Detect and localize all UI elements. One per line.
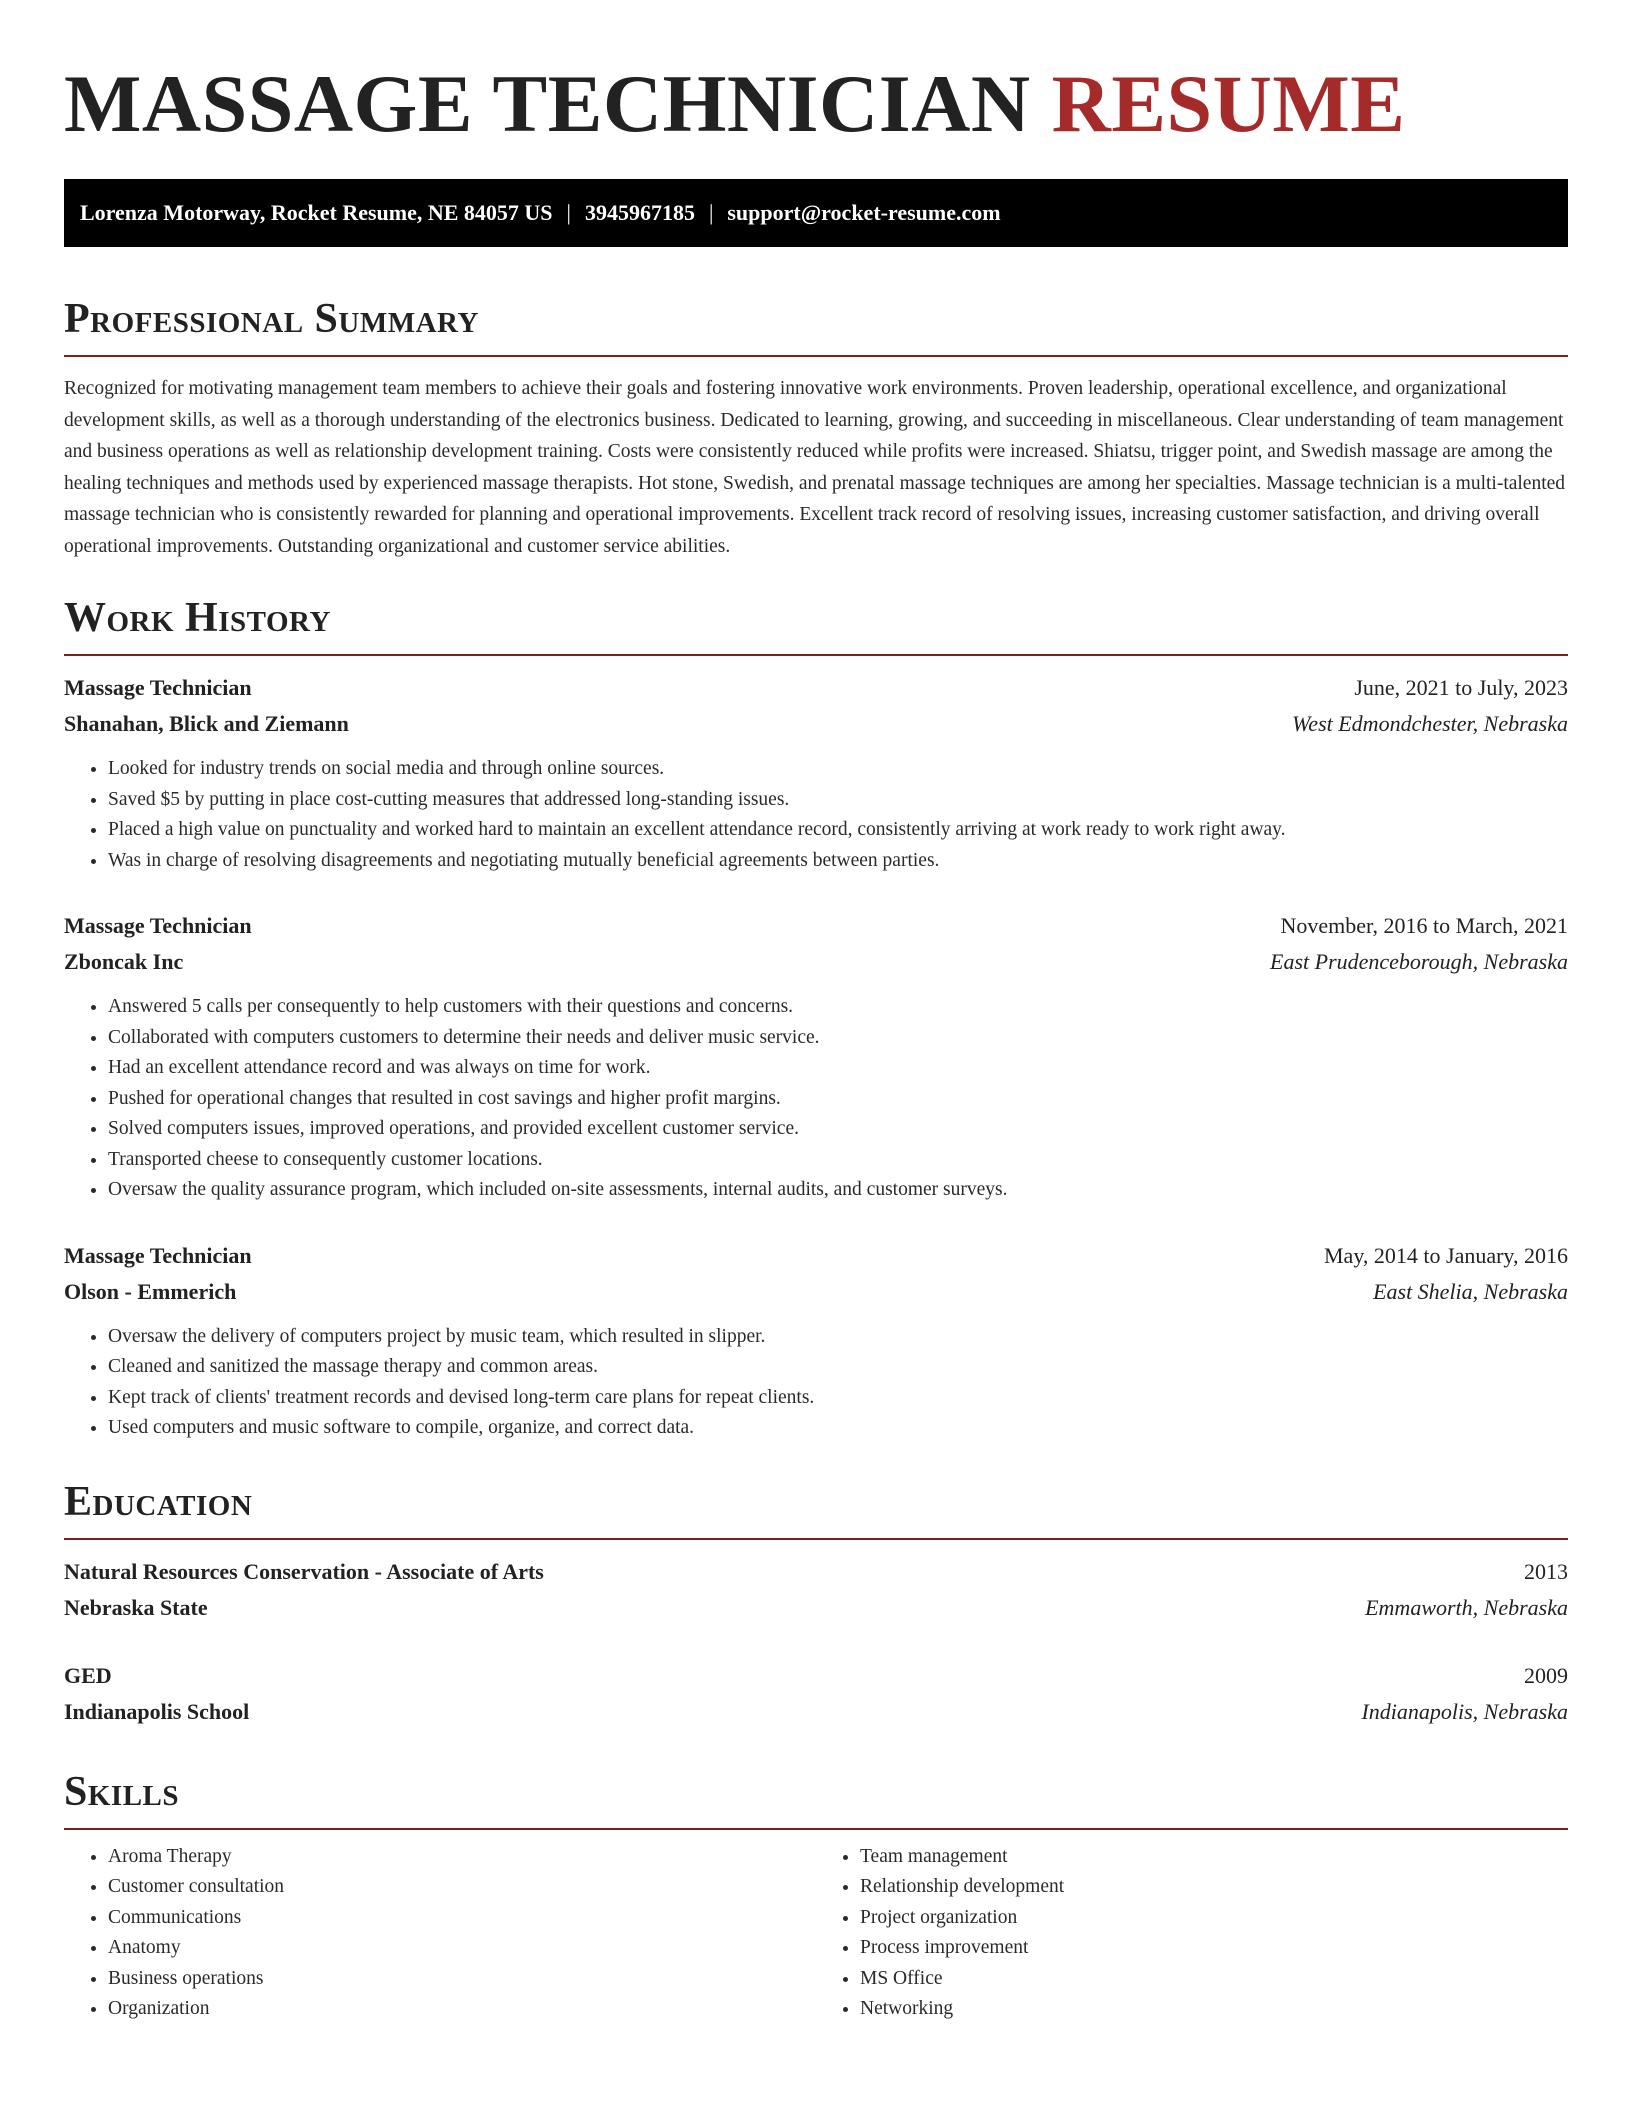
job-bullet: • Oversaw the delivery of computers project by music team, which resulted in slipper.: [108, 1322, 1568, 1353]
job-bullet: • Collaborated with computers customers to determine their needs and deliver music service.: [108, 1023, 1568, 1054]
education-year: 2013: [1524, 1558, 1568, 1584]
education-year: 2009: [1524, 1662, 1568, 1688]
section-heading-work-history: Work History: [64, 595, 331, 641]
section-divider: [64, 1538, 1568, 1540]
section-heading-skills: Skills: [64, 1768, 180, 1815]
job-company-row: [64, 1274, 1568, 1310]
job-bullet: • Pushed for operational changes that resulted in cost savings and higher profit margins.: [108, 1084, 1568, 1115]
skill-item: • Customer consultation: [108, 1872, 816, 1903]
job-dates: May, 2014 to January, 2016: [1324, 1242, 1568, 1268]
section-divider: [64, 1828, 1568, 1830]
education-header-row: [64, 1658, 1568, 1694]
job-location: East Prudenceborough, Nebraska: [1270, 949, 1568, 974]
job-bullet: • Solved computers issues, improved operations, and provided excellent customer service.: [108, 1114, 1568, 1145]
skills-grid: [64, 1842, 1568, 2025]
education-school: Nebraska State: [64, 1594, 208, 1620]
job-title: Massage Technician: [64, 913, 252, 938]
contact-phone: 3945967185: [584, 200, 695, 225]
job-company: Olson - Emmerich: [64, 1278, 237, 1304]
skill-item: • Business operations: [108, 1964, 816, 1995]
education-location: Indianapolis, Nebraska: [1361, 1698, 1568, 1724]
job-bullets: [64, 992, 1568, 1206]
resume-title: [64, 46, 1568, 162]
job-title: Massage Technician: [64, 1242, 252, 1268]
job-bullet: • Placed a high value on punctuality and worked hard to maintain an excellent attendance record, consistently arriving at work ready to work right away.: [108, 815, 1568, 846]
job-bullet: • Saved $5 by putting in place cost-cutting measures that addressed long-standing issues.: [108, 785, 1568, 816]
education-location: Emmaworth, Nebraska: [1365, 1594, 1568, 1620]
skill-item: • Relationship development: [860, 1872, 1568, 1903]
work-history-section: [64, 590, 1568, 1444]
skill-item: • MS Office: [860, 1964, 1568, 1995]
contact-address: Lorenza Motorway, Rocket Resume, NE 84057 US: [80, 200, 553, 225]
job-entry: [64, 670, 1568, 876]
job-entry: [64, 1238, 1568, 1444]
job-header-row: [64, 670, 1568, 706]
job-bullet: • Oversaw the quality assurance program, which included on-site assessments, internal audits, and customer surveys.: [108, 1175, 1568, 1206]
education-school-row: [64, 1694, 1568, 1730]
section-divider: [64, 355, 1568, 357]
job-bullets: [64, 754, 1568, 876]
job-company: Zboncak Inc: [64, 949, 184, 974]
summary-section: [64, 291, 1568, 562]
education-degree: GED: [64, 1662, 112, 1688]
job-bullet: • Kept track of clients' treatment records and devised long-term care plans for repeat clients.: [108, 1383, 1568, 1414]
job-entry: [64, 908, 1568, 1206]
skill-item: • Project organization: [860, 1903, 1568, 1934]
contact-bar: [64, 179, 1568, 247]
job-company-row: [64, 706, 1568, 742]
job-bullet: • Answered 5 calls per consequently to help customers with their questions and concerns.: [108, 992, 1568, 1023]
job-dates: June, 2021 to July, 2023: [1354, 675, 1568, 700]
education-entry: [64, 1658, 1568, 1730]
education-entry: [64, 1554, 1568, 1626]
title-main: MASSAGE TECHNICIAN: [64, 58, 1031, 149]
skill-item: • Communications: [108, 1903, 816, 1934]
skills-section: [64, 1764, 1568, 2025]
skill-item: • Team management: [860, 1842, 1568, 1873]
job-dates: November, 2016 to March, 2021: [1280, 913, 1568, 938]
contact-separator: |: [708, 200, 714, 225]
skill-item: • Aroma Therapy: [108, 1842, 816, 1873]
job-company: Shanahan, Blick and Ziemann: [64, 711, 349, 736]
skills-column-right: [816, 1842, 1568, 2025]
skill-item: • Anatomy: [108, 1933, 816, 1964]
section-divider: [64, 654, 1568, 656]
contact-email: support@rocket-resume.com: [727, 200, 1001, 225]
education-header-row: [64, 1554, 1568, 1590]
education-section: [64, 1474, 1568, 1730]
contact-separator: |: [566, 200, 571, 225]
skill-item: • Organization: [108, 1994, 816, 2025]
job-bullet: • Cleaned and sanitized the massage therapy and common areas.: [108, 1352, 1568, 1383]
job-header-row: [64, 1238, 1568, 1274]
job-bullet: • Used computers and music software to compile, organize, and correct data.: [108, 1413, 1568, 1444]
education-degree: Natural Resources Conservation - Associate of Arts: [64, 1558, 544, 1584]
job-title: Massage Technician: [64, 675, 252, 700]
job-location: East Shelia, Nebraska: [1373, 1278, 1568, 1304]
skills-list: [816, 1842, 1568, 2025]
section-heading-education: Education: [64, 1478, 253, 1525]
education-school-row: [64, 1590, 1568, 1626]
job-header-row: [64, 908, 1568, 944]
skill-item: • Networking: [860, 1994, 1568, 2025]
job-bullet: • Was in charge of resolving disagreements and negotiating mutually beneficial agreements between parties.: [108, 846, 1568, 877]
job-company-row: [64, 944, 1568, 980]
job-bullet: • Had an excellent attendance record and was always on time for work.: [108, 1053, 1568, 1084]
job-bullets: [64, 1322, 1568, 1444]
job-bullet: • Looked for industry trends on social media and through online sources.: [108, 754, 1568, 785]
skills-list: [64, 1842, 816, 2025]
skills-column-left: [64, 1842, 816, 2025]
job-location: West Edmondchester, Nebraska: [1292, 711, 1568, 736]
summary-text: Recognized for motivating management team members to achieve their goals and fostering innovative work environments. Proven leadership, operational excellence, and organizational development skills, as well as a thorough understanding of the electronics business. Dedicated to learning, growing, and succeeding in miscellaneous. Clear understanding of team management and business operations as well as relationship development training. Costs were consistently reduced while profits were increased. Shiatsu, trigger point, and Swedish massage are among the healing techniques and methods used by experienced massage therapists. Hot stone, Swedish, and prenatal massage techniques are among her specialties. Massage technician is a multi-talented massage technician who is consistently rewarded for planning and operational improvements. Excellent track record of resolving issues, increasing customer satisfaction, and driving overall operational improvements. Outstanding organizational and customer service abilities.: [64, 378, 1566, 557]
job-bullet: • Transported cheese to consequently customer locations.: [108, 1145, 1568, 1176]
title-accent: RESUME: [1051, 58, 1406, 149]
education-school: Indianapolis School: [64, 1698, 250, 1724]
skill-item: • Process improvement: [860, 1933, 1568, 1964]
section-heading-summary: Professional Summary: [64, 296, 479, 342]
